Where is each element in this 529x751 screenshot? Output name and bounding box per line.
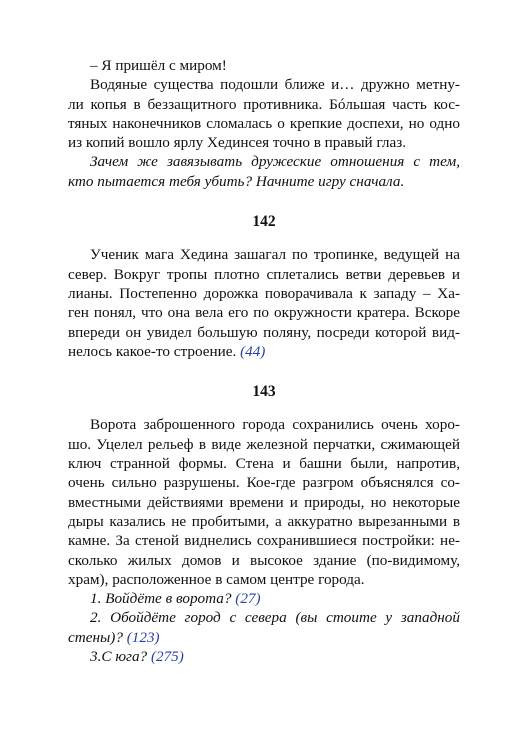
- text-line: храм), расположенное в самом центре города.: [68, 570, 365, 588]
- goto-link-123[interactable]: (123): [126, 628, 160, 646]
- choice-1[interactable]: [68, 589, 460, 608]
- section-143-text: [68, 415, 460, 666]
- text-line: сколько жилых домов и высокое здание (по-видимому,: [68, 551, 460, 569]
- section-number: 142: [252, 213, 276, 231]
- choice-text: стены)?: [68, 628, 127, 646]
- greeting-line: – Я пришёл с миром!: [90, 57, 227, 74]
- intro-block: [68, 56, 460, 191]
- goto-link-44[interactable]: (44): [240, 342, 266, 360]
- text-line: камне. За стеной виднелись сохранившиеся постройки: не-: [68, 532, 460, 550]
- text-line: очень сильно разрушены. Кое-где разгром объяснялся со-: [68, 474, 460, 492]
- goto-link-27[interactable]: (27): [235, 590, 261, 608]
- goto-link-275[interactable]: (275): [150, 648, 184, 666]
- section-142-text: [68, 245, 460, 361]
- text-line: Ученик мага Хедина зашагал по тропинке, ведущей на: [90, 246, 460, 264]
- text-fragment: нелось какое-то строение.: [68, 342, 241, 360]
- text-line: тяных наконечников сломалась о крепкие доспехи, но одно: [68, 114, 460, 132]
- italic-line: кто пытается тебя убить? Начните игру сначала.: [68, 172, 405, 190]
- text-line: Водяные существа подошли ближе и… дружно метну-: [90, 76, 460, 94]
- choice-text: 1. Войдёте в ворота?: [90, 590, 236, 608]
- section-number: 143: [252, 383, 276, 401]
- choice-2-line-2[interactable]: [68, 628, 460, 647]
- choice-text: 3.С юга?: [90, 648, 151, 666]
- text-line: север. Вокруг тропы плотно сплетались ветви деревьев и: [68, 265, 460, 283]
- text-line: шо. Уцелел рельеф в виде железной перчатки, сжимающей: [68, 435, 460, 453]
- text-line: лианы. Постепенно дорожка поворачивала к западу – Ха-: [68, 284, 460, 302]
- text-line: ли копья в беззащитного противника. Бóльшая часть кос-: [68, 95, 460, 113]
- text-line: Ворота заброшенного города сохранились очень хоро-: [90, 416, 460, 434]
- text-line: ген понял, что она вела его по окружности кратера. Вскоре: [68, 304, 460, 322]
- text-line-with-link: [68, 342, 460, 361]
- choice-3[interactable]: [68, 647, 460, 666]
- text-line: впереди он увидел большую поляну, посреди которой вид-: [68, 323, 460, 341]
- text-line: дыры казались не пробитыми, а аккуратно вырезанными в: [68, 512, 460, 530]
- choice-2-line-1[interactable]: 2. Обойдёте город с севера (вы стоите у западной: [90, 609, 460, 627]
- text-line: из копий вошло ярлу Хединсея точно в правый глаз.: [68, 134, 407, 152]
- italic-line: Зачем же завязывать дружеские отношения с тем,: [90, 153, 460, 171]
- text-line: ключ странной формы. Стена и башни были, напротив,: [68, 455, 460, 473]
- text-line: вместными действиями времени и природы, но некоторые: [68, 493, 460, 511]
- book-page: [68, 56, 460, 666]
